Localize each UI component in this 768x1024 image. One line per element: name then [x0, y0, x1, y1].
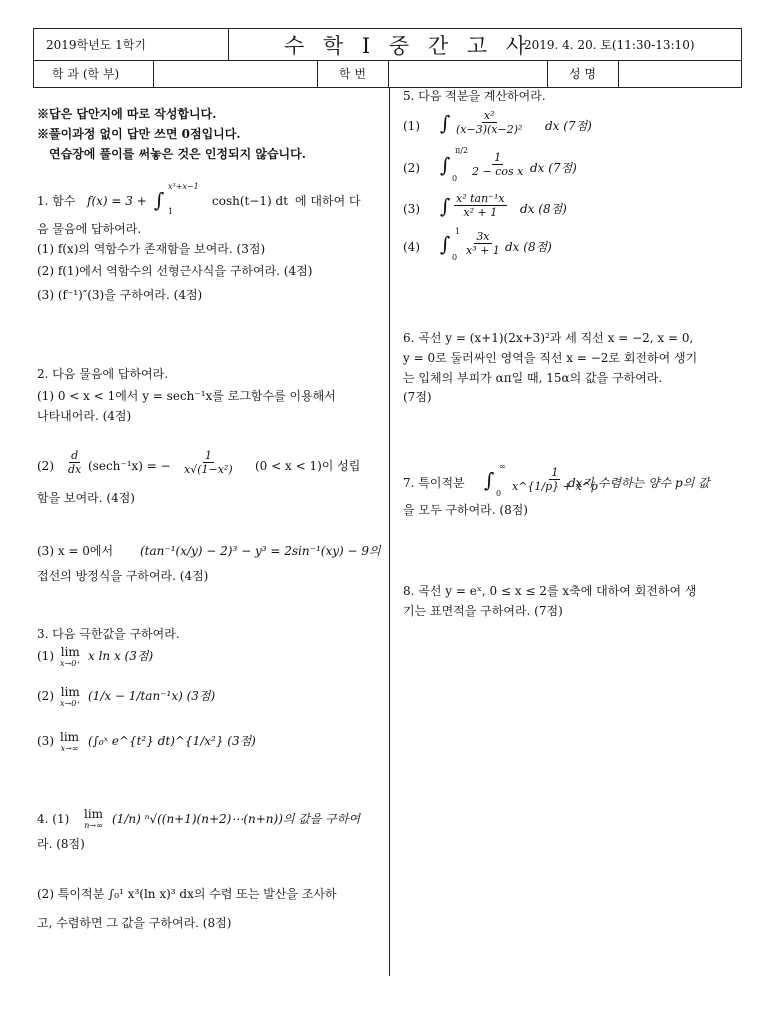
q7-integral-sign: ∫ — [484, 468, 495, 492]
exam-date: 2019. 4. 20. 토(11:30-13:10) — [524, 38, 695, 52]
q1-part-3: (3) (f⁻¹)″(3)을 구하여라. (4점) — [37, 288, 203, 302]
q2-part-1a: (1) 0 < x < 1에서 y = sech⁻¹x를 로그함수를 이용해서 — [37, 389, 336, 403]
q5-2-lower: 0 — [452, 174, 458, 183]
q7-line-2: 을 모두 구하여라. (8점) — [403, 503, 528, 517]
q5-1-frac: $\frac{\text{x²}}{\text{(x−3)(x−2)²}}$ — [456, 109, 523, 136]
q4-part-2a: (2) 특이적분 ∫₀¹ x³(ln x)³ dx의 수렴 또는 발산을 조사하 — [37, 887, 337, 901]
q1-integral-sign: ∫ — [154, 188, 165, 212]
q1-intro-2: 음 물음에 답하여라. — [37, 222, 142, 236]
q3-part-3-lim: lim x→∞ — [60, 730, 80, 753]
q1-fx: f(x) = 3 + — [87, 194, 147, 208]
q5-1-tail: dx (7점) — [545, 119, 592, 133]
notice-3: 연습장에 풀이를 써놓은 것은 인정되지 않습니다. — [49, 147, 306, 161]
q8-line-2: 기는 표면적을 구하여라. (7점) — [403, 604, 563, 618]
q3-part-3-expr: (∫₀ˣ e^{t²} dt)^{1/x²} (3점) — [88, 734, 256, 748]
q5-4-integral-sign: ∫ — [440, 232, 451, 256]
q2-part-2-tail: (0 < x < 1)이 성립 — [255, 459, 361, 473]
q2-part-3b: 접선의 방정식을 구하여라. (4점) — [37, 569, 209, 583]
q6-line-4: (7점) — [403, 390, 432, 404]
q7-suffix: dx가 수렴하는 양수 p의 값 — [568, 476, 710, 490]
q5-part-3-label: (3) — [403, 202, 420, 216]
q1-upper-limit: x³+x−1 — [168, 182, 199, 191]
q3-intro: 3. 다음 극한값을 구하여라. — [37, 627, 180, 641]
q6-line-1: 6. 곡선 y = (x+1)(2x+3)²과 세 직선 x = −2, x = 0, — [403, 331, 694, 345]
q5-3-frac: $\frac{\text{x² tan⁻¹x}}{\text{x² + 1}}$ — [456, 192, 505, 219]
notice-1: ※답은 답안지에 따로 작성합니다. — [37, 107, 217, 121]
q7-lower: 0 — [496, 489, 502, 498]
exam-title: 수 학 I 중 간 고 사 — [284, 33, 533, 58]
q4-part-1b: 라. (8점) — [37, 837, 85, 851]
q4-part-1-expr: (1/n) ⁿ√((n+1)(n+2)⋯(n+n))의 값을 구하여 — [112, 812, 361, 826]
q2-intro: 2. 다음 물음에 답하여라. — [37, 367, 169, 381]
q5-part-1-label: (1) — [403, 119, 420, 133]
q5-2-frac: $\frac{1}{\text{2 − cos x}}$ — [472, 151, 524, 178]
q1-lower-limit: 1 — [168, 207, 174, 216]
q5-4-tail: dx (8점) — [505, 240, 552, 254]
q6-line-3: 는 입체의 부피가 απ일 때, 15α의 값을 구하여라. — [403, 371, 663, 385]
column-divider — [389, 88, 390, 976]
q2-part-2-label: (2) — [37, 459, 54, 473]
q5-2-tail: dx (7점) — [530, 161, 577, 175]
q2-part-3-label: (3) x = 0에서 — [37, 544, 114, 558]
q5-3-tail: dx (8점) — [520, 202, 567, 216]
q7-frac: $\frac{1}{x\^{}\{1/p\} + x\^{}p}$ — [512, 466, 598, 493]
q3-part-3-label: (3) — [37, 734, 54, 748]
q5-4-upper: 1 — [455, 227, 461, 236]
q2-derivative-mid: (sech⁻¹x) = − — [88, 459, 171, 473]
student-id-field[interactable] — [389, 60, 539, 87]
q1-integrand: cosh(t−1) dt — [212, 194, 289, 208]
q5-2-upper: π/2 — [455, 146, 469, 155]
q5-2-integral-sign: ∫ — [440, 153, 451, 177]
q1-suffix: 에 대하여 다 — [295, 194, 361, 208]
notice-2: ※풀이과정 없이 답만 쓰면 0점입니다. — [37, 127, 241, 141]
name-label: 성 명 — [569, 67, 596, 81]
q5-3-integral-sign: ∫ — [440, 194, 451, 218]
q1-prefix: 1. 함수 — [37, 194, 76, 208]
q1-part-2: (2) f(1)에서 역함수의 선형근사식을 구하여라. (4점) — [37, 264, 313, 278]
q4-part-1-label: 4. (1) — [37, 812, 70, 826]
q3-part-1-expr: x ln x (3점) — [88, 649, 154, 663]
dept-field[interactable] — [154, 60, 304, 87]
q7-upper: ∞ — [499, 462, 506, 471]
q1-part-1: (1) f(x)의 역함수가 존재함을 보여라. (3점) — [37, 242, 266, 256]
q5-4-lower: 0 — [452, 253, 458, 262]
q7-prefix: 7. 특이적분 — [403, 476, 465, 490]
q5-1-integral-sign: ∫ — [440, 111, 451, 135]
q2-part-3-expr: (tan⁻¹(x/y) − 2)³ − y³ = 2sin⁻¹(xy) − 9의 — [140, 544, 381, 558]
dept-label: 학 과 (학 부) — [52, 67, 120, 81]
q4-part-2b: 고, 수렴하면 그 값을 구하여라. (8점) — [37, 916, 232, 930]
q4-part-1-lim: lim n→∞ — [84, 807, 104, 830]
header-row-info — [34, 60, 741, 87]
q6-line-2: y = 0로 둘러싸인 영역을 직선 x = −2로 회전하여 생기 — [403, 351, 698, 365]
name-field[interactable] — [619, 60, 739, 87]
semester-label: 2019학년도 1학기 — [46, 38, 146, 52]
q8-line-1: 8. 곡선 y = eˣ, 0 ≤ x ≤ 2를 x축에 대하여 회전하여 생 — [403, 584, 697, 598]
q2-part-2b: 함을 보여라. (4점) — [37, 491, 135, 505]
q3-part-2-expr: (1/x − 1/tan⁻¹x) (3점) — [88, 689, 216, 703]
header-row-title — [34, 29, 741, 61]
q3-part-2-label: (2) — [37, 689, 54, 703]
q5-intro: 5. 다음 적분을 계산하여라. — [403, 89, 546, 103]
q3-part-2-lim: lim x→0⁺ — [60, 685, 81, 708]
q5-part-2-label: (2) — [403, 161, 420, 175]
student-id-label: 학 번 — [339, 67, 366, 81]
q5-4-frac: $\frac{3x}{\text{x³ + 1}}$ — [466, 230, 500, 257]
q3-part-1-label: (1) — [37, 649, 54, 663]
q2-derivative-rhs: $\frac{1}{\text{x√(1−x²)}}$ — [184, 449, 233, 476]
q5-part-4-label: (4) — [403, 240, 420, 254]
exam-header-table — [33, 28, 742, 88]
q2-part-1b: 나타내어라. (4점) — [37, 409, 132, 423]
q2-derivative-frac: $\frac{d}{dx}$ — [68, 449, 82, 476]
q3-part-1-lim: lim x→0⁺ — [60, 645, 81, 668]
